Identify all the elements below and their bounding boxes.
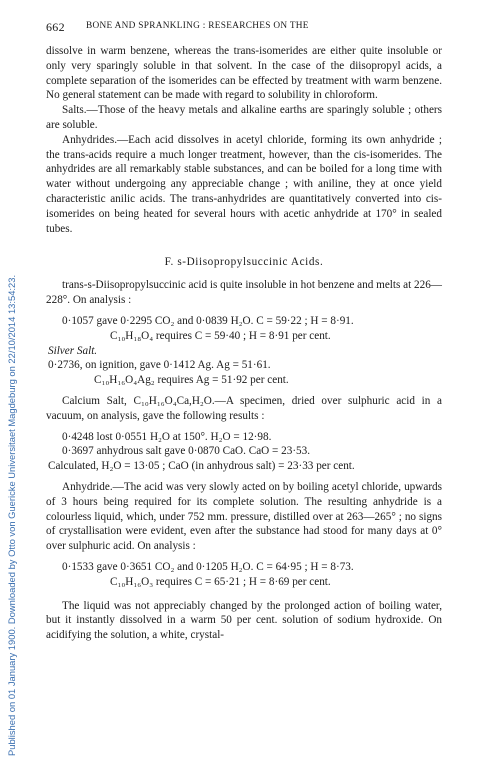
paragraph-trans-acid: trans-s-Diisopropylsuccinic acid is quite insoluble in hot benzene and melts at 226—228°. On analysis : bbox=[46, 279, 442, 307]
paragraph-anhydride: Anhydride.—The acid was very slowly acted on by boiling acetyl chloride, upwards of 3 hours being required for its complete solution. The resulting anhydride is a colourless liquid, which, under 752 mm. pressure, distilled over at 263—265° ; no signs of crystallisation were evident, even after the substance had stood for many days at 0° over sulphuric acid. On analysis : bbox=[46, 480, 442, 553]
analysis-line: C₁₀H₁₈O₄ requires C = 59·40 ; H = 8·91 per cent. bbox=[110, 329, 331, 342]
paragraph-solubility: dissolve in warm benzene, whereas the trans-isomerides are either quite insoluble or only very sparingly soluble in that solvent. In the case of the diisopropyl acids, a complete separation of the isomerides can be effected by treatment with warm benzene. No general statement can be made with regard to solubility in chloroform. bbox=[46, 45, 442, 102]
paragraph-anhydrides: Anhydrides.—Each acid dissolves in acetyl chloride, forming its own anhydride ; the trans-acids require a much longer treatment, however, than the cis-isomerides. The anhydrides are all remarkably stable substances, and can be boiled for a long time with water without undergoing any appreciable change ; with aniline, they at once yield characteristic anilic acids. The trans-anhydrides are quantitatively converted into cis-isomerides on being heated for several hours with acetic anhydride at 170° in sealed tubes. bbox=[46, 133, 442, 235]
page-number: 662 bbox=[46, 20, 65, 34]
download-notice-text: Published on 01 January 1900. Downloaded by Otto von Guericke Universitaet Magdeburg on 22/10/2014 13:54:23. bbox=[6, 274, 17, 756]
analysis-line: Calculated, H₂O = 13·05 ; CaO (in anhydrous salt) = 23·33 per cent. bbox=[48, 460, 355, 473]
analysis-line: 0·1533 gave 0·3651 CO₂ and 0·1205 H₂O. C = 64·95 ; H = 8·73. bbox=[62, 560, 354, 573]
silver-salt-label: Silver Salt. bbox=[48, 344, 98, 357]
analysis-line: 0·1057 gave 0·2295 CO₂ and 0·0839 H₂O. C = 59·22 ; H = 8·91. bbox=[62, 314, 354, 327]
analysis-line: 0·3697 anhydrous salt gave 0·0870 CaO. CaO = 23·53. bbox=[62, 445, 311, 458]
paragraph-liquid: The liquid was not appreciably changed by the prolonged action of boiling water, but it instantly dissolved in a warm 50 per cent. solution of sodium hydroxide. On acidifying the solution, a white, crystal- bbox=[46, 599, 442, 642]
paragraph-salts: Salts.—Those of the heavy metals and alkaline earths are sparingly soluble ; others are soluble. bbox=[46, 104, 442, 131]
download-notice bbox=[4, 18, 18, 758]
running-head bbox=[46, 20, 442, 35]
section-heading: F. s-Diisopropylsuccinic Acids. bbox=[164, 256, 324, 269]
journal-page bbox=[46, 20, 442, 643]
analysis-line: 0·2736, on ignition, gave 0·1412 Ag. Ag = 51·61. bbox=[48, 359, 271, 372]
running-title: BONE AND SPRANKLING : RESEARCHES ON THE bbox=[86, 21, 309, 31]
analysis-line: C₁₀H₁₆O₄Ag₂ requires Ag = 51·92 per cent. bbox=[94, 374, 289, 387]
analysis-line: C₁₀H₁₆O₃ requires C = 65·21 ; H = 8·69 per cent. bbox=[110, 575, 331, 588]
paragraph-calcium-salt: Calcium Salt, C₁₀H₁₆O₄Ca,H₂O.—A specimen, dried over sulphuric acid in a vacuum, on analysis, gave the following results : bbox=[46, 394, 442, 422]
analysis-line: 0·4248 lost 0·0551 H₂O at 150°. H₂O = 12·98. bbox=[62, 430, 272, 443]
